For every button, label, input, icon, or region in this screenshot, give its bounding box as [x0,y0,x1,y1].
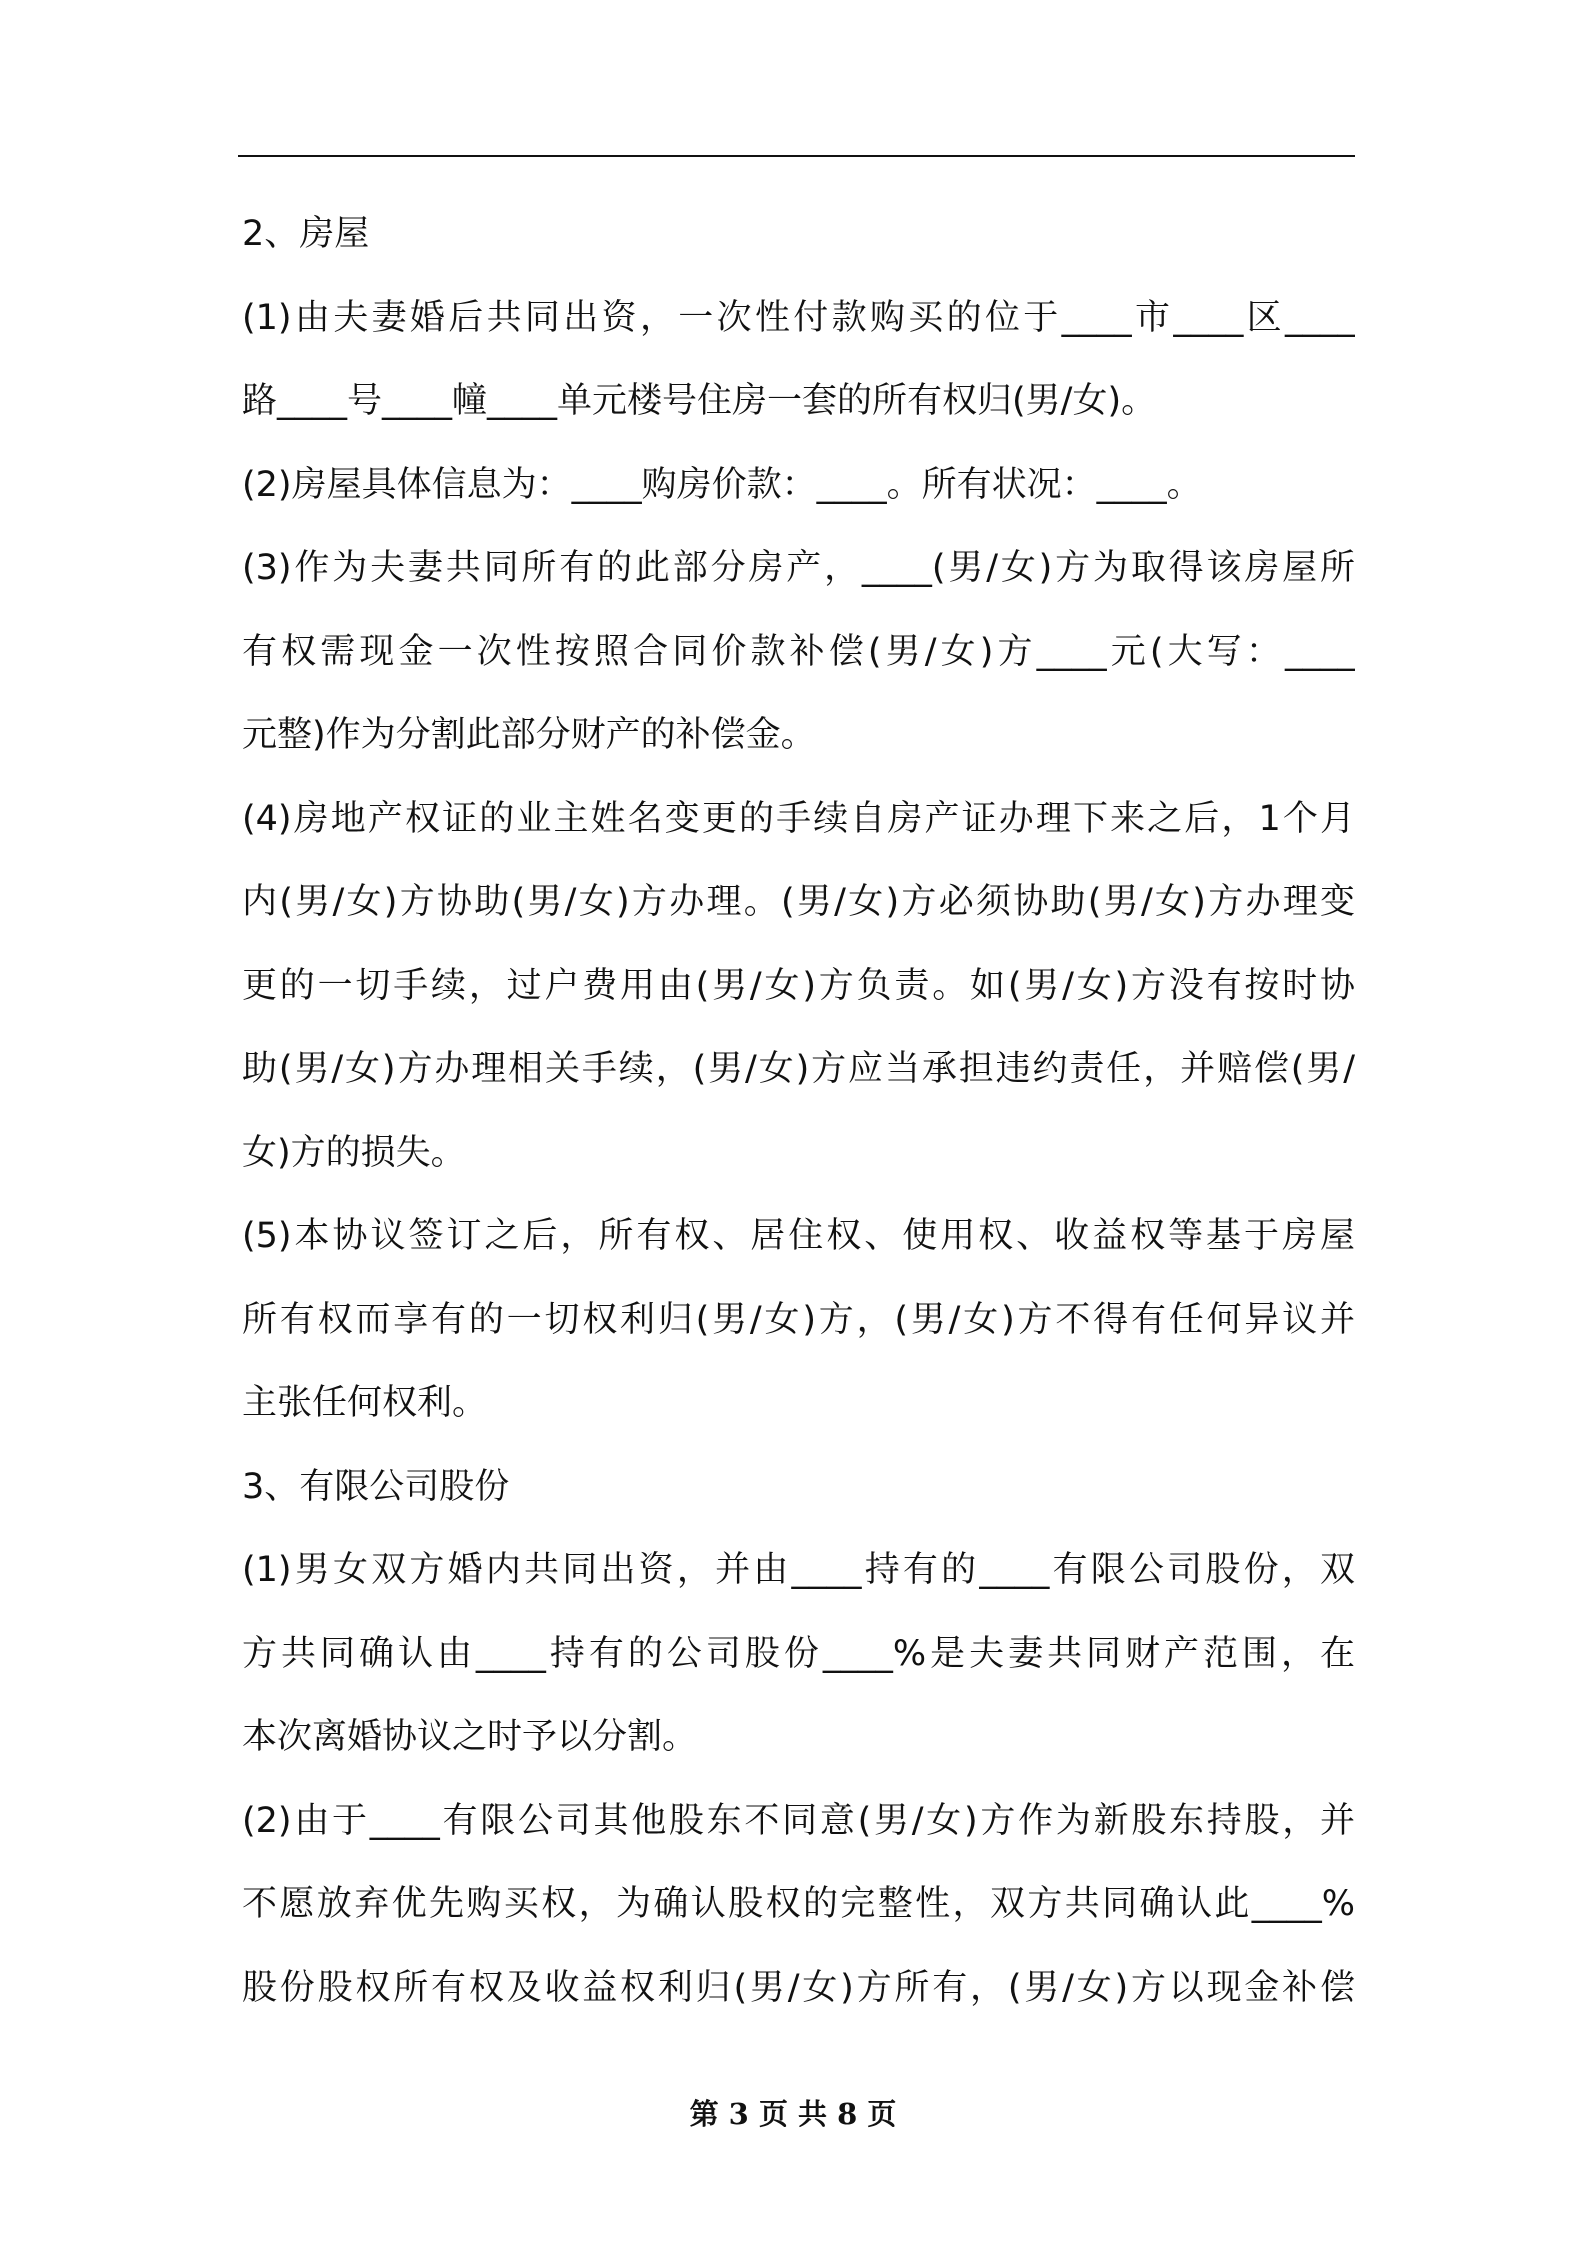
paragraph-line: 女)方的损失。 [242,1132,466,1173]
section-heading-house: 2、房屋 [242,214,370,254]
paragraph-line: 内(男/女)方协助(男/女)方办理。(男/女)方必须协助(男/女)方办理变 [242,882,1355,922]
paragraph-line: 主张任何权利。 [242,1383,488,1423]
paragraph-line: 更的一切手续，过户费用由(男/女)方负责。如(男/女)方没有按时协 [242,965,1355,1006]
paragraph-line: (1)男女双方婚内共同出资，并由____持有的____有限公司股份，双 [242,1550,1355,1590]
paragraph-line: (2)房屋具体信息为：____购房价款：____。所有状况：____。 [242,464,1202,505]
page-number-footer: 第 3 页 共 8 页 [689,2097,897,2131]
paragraph-line: 本次离婚协议之时予以分割。 [242,1717,698,1757]
paragraph-line: 元整)作为分割此部分财产的补偿金。 [242,715,816,755]
paragraph-line: 不愿放弃优先购买权，为确认股权的完整性，双方共同确认此____% [242,1884,1355,1924]
paragraph-line: (3)作为夫妻共同所有的此部分房产，____(男/女)方为取得该房屋所 [242,548,1355,588]
paragraph-line: 路____号____幢____单元楼号住房一套的所有权归(男/女)。 [242,381,1157,421]
paragraph-line: 方共同确认由____持有的公司股份____%是夫妻共同财产范围，在 [242,1633,1355,1674]
paragraph-line: 有权需现金一次性按照合同价款补偿(男/女)方____元(大写：____ [242,631,1355,672]
paragraph-line: (5)本协议签订之后，所有权、居住权、使用权、收益权等基于房屋 [242,1216,1355,1256]
paragraph-line: 所有权而享有的一切权利归(男/女)方，(男/女)方不得有任何异议并 [242,1299,1355,1340]
section-heading-company-shares: 3、有限公司股份 [242,1466,510,1507]
paragraph-line: 助(男/女)方办理相关手续，(男/女)方应当承担违约责任，并赔偿(男/ [242,1049,1355,1089]
paragraph-line: (2)由于____有限公司其他股东不同意(男/女)方作为新股东持股，并 [242,1800,1355,1841]
document-body [242,193,1355,2030]
paragraph-line: (4)房地产权证的业主姓名变更的手续自房产证办理下来之后，1个月 [242,798,1355,839]
header-rule [238,155,1355,157]
paragraph-line: 股份股权所有权及收益权利归(男/女)方所有，(男/女)方以现金补偿 [242,1967,1355,2008]
paragraph-line: (1)由夫妻婚后共同出资，一次性付款购买的位于____市____区____ [242,297,1355,338]
